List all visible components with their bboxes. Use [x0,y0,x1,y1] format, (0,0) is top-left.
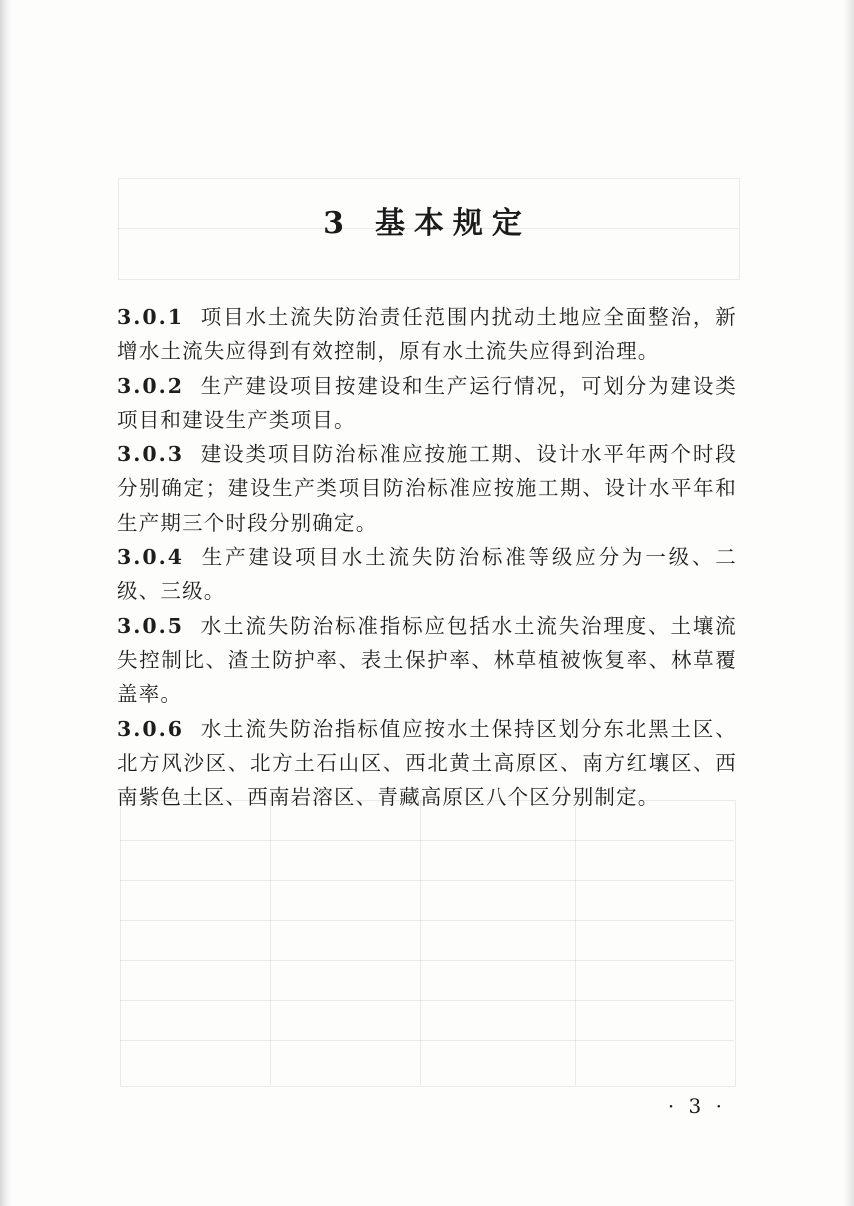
clauses-body [117,300,737,814]
chapter-number: 3 [323,206,353,241]
clause-text: 建设类项目防治标准应按施工期、设计水平年两个时段分别确定；建设生产类项目防治标准应按施工期、设计水平年和生产期三个时段分别确定。 [117,442,737,535]
bleed-through-line [120,840,734,841]
bleed-through-line [120,1000,734,1001]
chapter-title [0,198,854,242]
scan-edge-right [844,0,854,1206]
clause-number: 3.0.5 [117,613,185,638]
clause-3-0-3 [117,437,737,540]
bleed-through-line [120,880,734,881]
scan-edge-left [0,0,12,1206]
clause-3-0-4 [117,540,737,609]
clause-number: 3.0.3 [117,442,185,467]
bleed-through-table [120,800,736,1087]
clause-3-0-6 [117,712,737,815]
clause-number: 3.0.4 [117,545,185,570]
bleed-through-line [120,960,734,961]
clause-text: 生产建设项目水土流失防治标准等级应分为一级、二级、三级。 [117,545,737,604]
chapter-title-text: 基本规定 [374,206,531,241]
bleed-through-vline [420,800,421,1085]
bleed-through-line [120,920,734,921]
clause-text: 生产建设项目按建设和生产运行情况，可划分为建设类项目和建设生产类项目。 [117,373,737,432]
clause-number: 3.0.6 [117,716,185,741]
clause-text: 水土流失防治标准指标应包括水土流失治理度、土壤流失控制比、渣土防护率、表土保护率、林草植被恢复率、林草覆盖率。 [117,613,737,707]
bleed-through-line [120,1040,734,1041]
page-number: · 3 · [667,1094,726,1118]
bleed-through-vline [270,800,271,1085]
clause-number: 3.0.1 [117,305,185,329]
clause-3-0-2 [117,369,737,438]
clause-number: 3.0.2 [117,373,185,398]
clause-text: 项目水土流失防治责任范围内扰动土地应全面整治，新增水土流失应得到有效控制，原有水土流失应得到治理。 [117,305,737,364]
bleed-through-vline [575,800,576,1085]
clause-text: 水土流失防治指标值应按水土保持区划分东北黑土区、北方风沙区、北方土石山区、西北黄土高原区、南方红壤区、西南紫色土区、西南岩溶区、青藏高原区八个区分别制定。 [117,716,737,810]
clause-3-0-5 [117,609,737,712]
clause-3-0-1 [117,300,737,369]
